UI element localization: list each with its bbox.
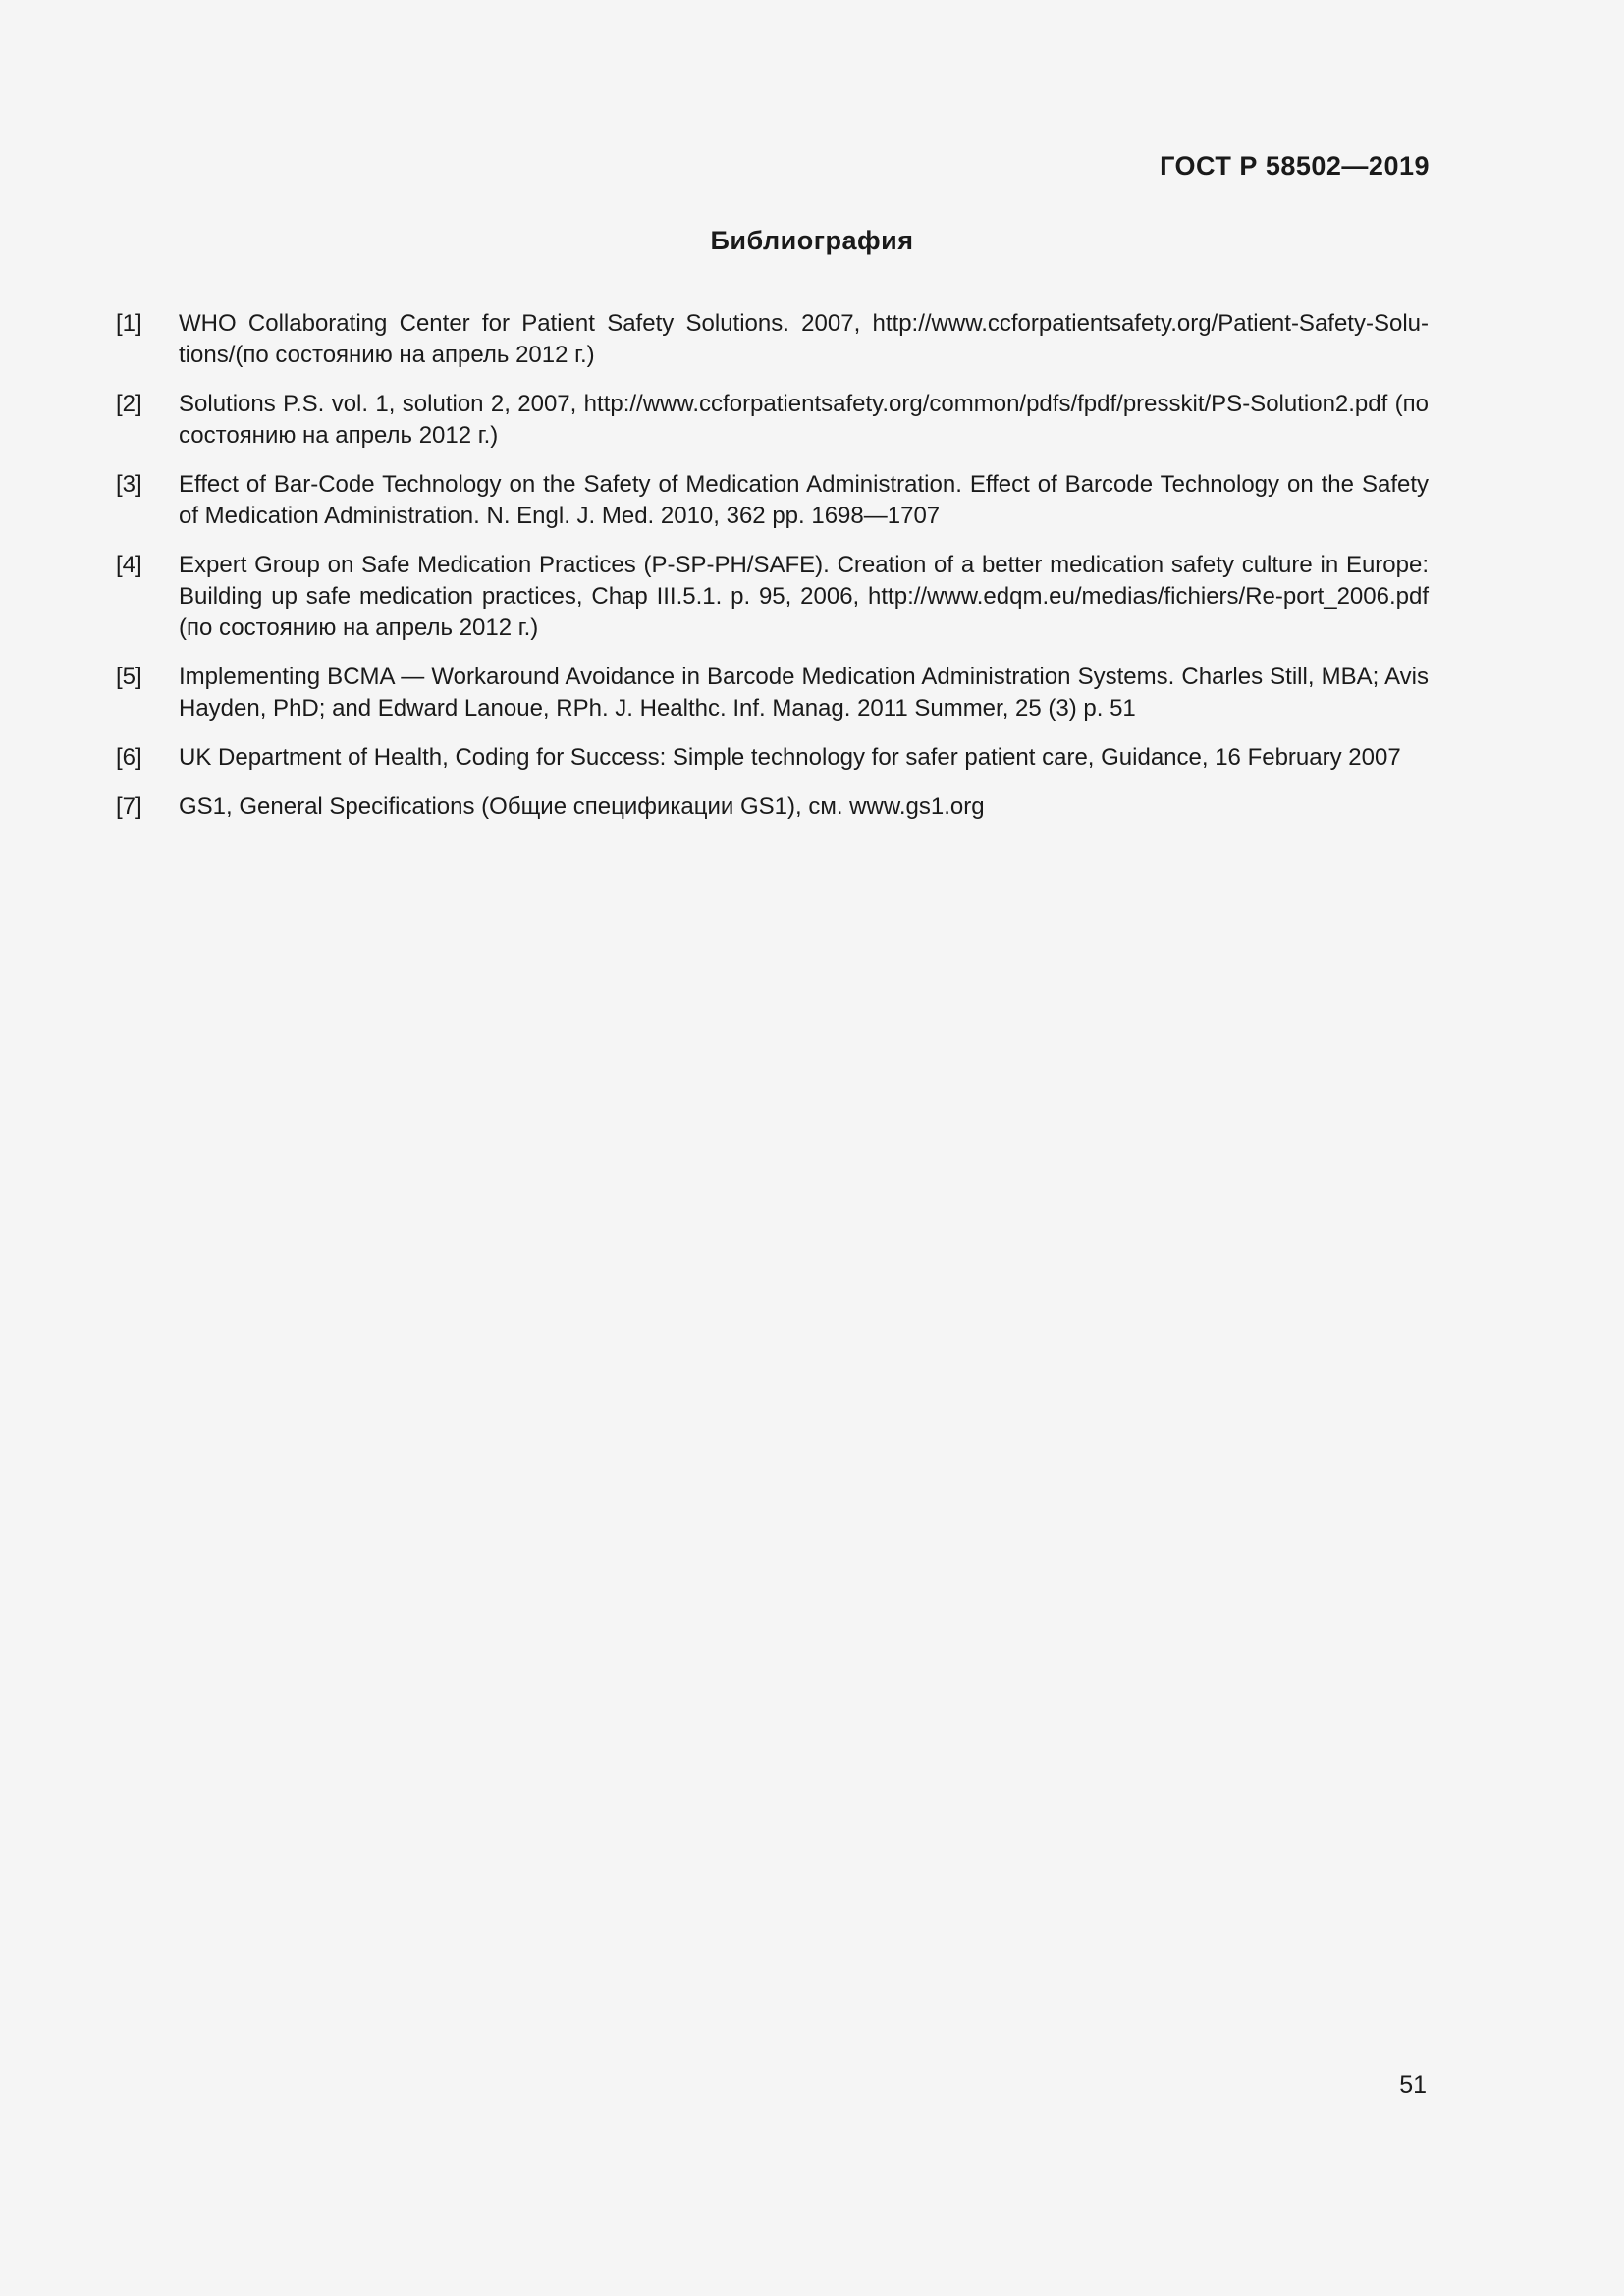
bibliography-item-text: Solutions P.S. vol. 1, solution 2, 2007, http://www.ccforpatientsafety.org/common/pdfs/fpdf/presskit/PS-Solution2.pdf (по состоянию на апрель 2012 г.): [179, 391, 1429, 449]
bibliography-item-number: [4]: [116, 552, 142, 578]
bibliography-item: [116, 742, 1429, 774]
bibliography-item-number: [7]: [116, 793, 142, 820]
bibliography-item: [116, 662, 1429, 724]
bibliography-item-number: [1]: [116, 310, 142, 337]
bibliography-item-text: Implementing BCMA — Workaround Avoidance in Barcode Medication Administration Systems. Charles Still, MBA; Avis Hayden, PhD; and Edward Lanoue, RPh. J. Healthc. Inf. Manag. 2011 Summer, 25 (3) p. 51: [179, 664, 1429, 721]
page-number: 51: [1399, 2071, 1427, 2099]
bibliography-item-text: GS1, General Specifications (Общие спецификации GS1), см. www.gs1.org: [179, 793, 985, 820]
bibliography-item-number: [3]: [116, 471, 142, 498]
bibliography-item: [116, 469, 1429, 532]
bibliography-item: [116, 550, 1429, 644]
bibliography-item-text: Effect of Bar-Code Technology on the Safety of Medication Administration. Effect of Barcode Technology on the Safety of Medication Administration. N. Engl. J. Med. 2010, 362 pp. 1698—1707: [179, 471, 1429, 529]
bibliography-item: [116, 389, 1429, 452]
bibliography-item: [116, 308, 1429, 371]
bibliography-item-text: UK Department of Health, Coding for Success: Simple technology for safer patient care, Guidance, 16 February 2007: [179, 744, 1401, 771]
bibliography-item-number: [2]: [116, 391, 142, 417]
bibliography-item: [116, 791, 1429, 823]
bibliography-item-number: [5]: [116, 664, 142, 690]
bibliography-title: Библиография: [710, 226, 914, 255]
standard-code: ГОСТ Р 58502—2019: [1160, 151, 1430, 181]
bibliography-list: [116, 308, 1429, 840]
bibliography-item-text: WHO Collaborating Center for Patient Safety Solutions. 2007, http://www.ccforpatientsafety.org/Patient-Safety-Solu-tions/(по состоянию на апрель 2012 г.): [179, 310, 1429, 368]
bibliography-item-number: [6]: [116, 744, 142, 771]
bibliography-item-text: Expert Group on Safe Medication Practices (P-SP-PH/SAFE). Creation of a better medication safety culture in Europe: Building up safe medication practices, Chap III.5.1. p. 95, 2006, http://www.edqm.eu/medias/fichiers/Re-port_2006.pdf (по состоянию на апрель 2012 г.): [179, 552, 1429, 641]
